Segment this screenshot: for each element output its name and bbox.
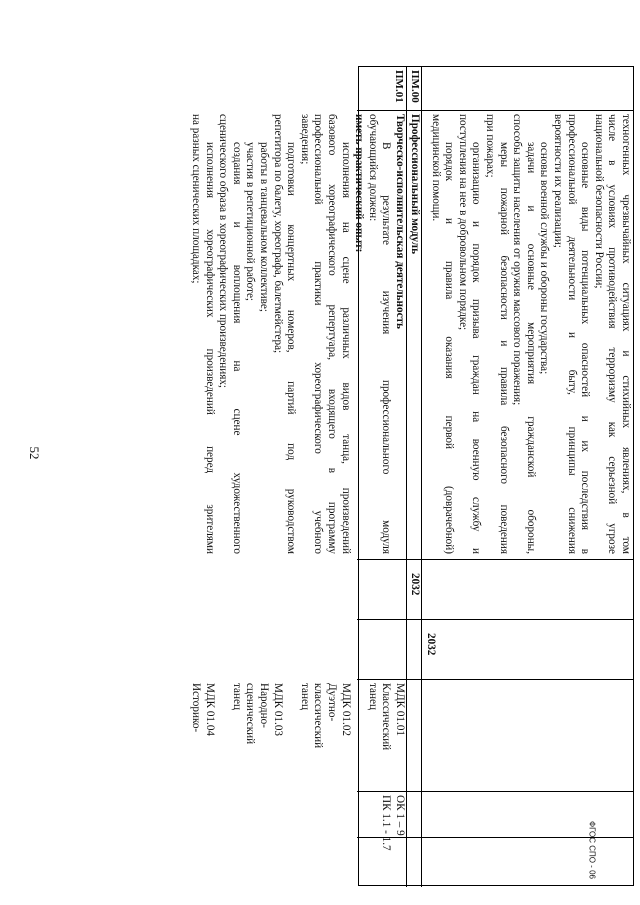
row-title-pm00: Профессиональный модуль <box>409 114 421 254</box>
column-border <box>357 679 633 680</box>
text-line: танец <box>230 683 243 710</box>
text-line: ОК 1 – 9 <box>394 795 406 836</box>
text-line: задачи и основные мероприятия гражданской обороны, <box>524 142 537 554</box>
text-line: основные виды потенциальных опасностей и их последствия в <box>579 142 592 554</box>
text-line: обучающийся должен: <box>366 114 379 222</box>
text-line: участия в репетиционной работе; <box>244 142 257 302</box>
text-line: МДК 01.01 <box>394 683 406 737</box>
text-line: профессиональной деятельности и быту, принципы снижения <box>565 114 578 554</box>
blank-line <box>352 683 366 789</box>
text-line: МДК 01.04 <box>203 683 216 737</box>
text-line: МДК 01.03 <box>271 683 284 737</box>
text-line: техногенных чрезвычайных ситуациях и стихийных явлениях, в том <box>620 114 632 554</box>
mdk-list <box>189 683 407 789</box>
table-canvas <box>190 66 634 886</box>
competencies <box>379 795 406 885</box>
pm01-content <box>189 114 407 554</box>
row-border <box>421 67 422 887</box>
text-line: танец <box>366 683 379 710</box>
text-line: Историко- <box>190 683 203 733</box>
text-line: национальной безопасности России; <box>592 114 605 289</box>
text-line: вероятности их реализации; <box>552 114 565 248</box>
text-line: числе в условиях противодействия терроризму как серьезной угрозе <box>606 114 619 554</box>
blank-line <box>216 683 230 789</box>
text-line: меры пожарной безопасности и правила безопасного поведения <box>497 142 510 554</box>
text-line: базового хореографического репертуара, входящего в программу <box>326 114 339 554</box>
row-code-pm00: ПМ.00 <box>409 70 421 103</box>
text-line: исполнения на сцене различных видов танца, произведений <box>339 142 352 554</box>
text-line: сценический <box>244 683 257 745</box>
row-code-pm01: ПМ.01 <box>393 70 405 103</box>
text-line: танец <box>298 683 311 710</box>
top-row-text <box>428 114 632 554</box>
column-border <box>357 110 633 111</box>
blank-line <box>284 683 298 789</box>
text-line: создания и воплощения на сцене художественного <box>230 142 243 554</box>
text-line: способы защиты населения от оружия массового поражения; <box>511 114 524 406</box>
column-border <box>357 619 633 620</box>
hours-max-pm00: 2032 <box>409 573 421 596</box>
text-line: порядок и правила оказания первой (доврачебной) <box>443 142 456 554</box>
text-line: подготовки концертных номеров, партий под руководством <box>285 142 298 554</box>
text-line: организацию и порядок призыва граждан на военную службу и <box>470 142 483 554</box>
column-border <box>357 791 633 792</box>
text-line: профессиональной практики хореографического учебного <box>312 114 325 554</box>
text-line: заведения; <box>298 114 311 165</box>
text-line: при пожарах; <box>484 114 497 178</box>
text-line: на разных сценических площадках; <box>190 114 203 284</box>
text-line: классический <box>312 683 325 749</box>
text-line: медицинской помощи. <box>429 114 442 222</box>
rotated-table-region <box>190 66 634 886</box>
text-line: Дуэтно- <box>326 683 339 722</box>
text-line: иметь практический опыт: <box>353 114 366 253</box>
text-line: МДК 01.02 <box>339 683 352 737</box>
text-line: исполнения хореографических произведений перед зрителями <box>203 142 216 554</box>
column-border <box>357 559 633 560</box>
text-line: работы в танцевальном коллективе; <box>258 142 271 312</box>
text-line: репетитора по балету, хореографа, балетмейстера; <box>271 114 284 354</box>
text-line: Классический <box>380 683 393 751</box>
text-line: ПК 1.1 - 1.7 <box>380 795 393 851</box>
text-line: основы военной службы и обороны государства; <box>538 142 551 375</box>
text-line: Народно- <box>258 683 271 728</box>
text-line: поступления на нее в добровольном порядке; <box>456 114 469 331</box>
hours-required-pm00: 2032 <box>425 633 437 656</box>
text-line: Творческо-исполнительская деятельность <box>394 114 406 329</box>
curriculum-table <box>190 66 634 886</box>
text-line: В результате изучения профессионального модуля <box>380 142 393 554</box>
text-line: сценического образа в хореографических произведениях; <box>217 114 230 389</box>
